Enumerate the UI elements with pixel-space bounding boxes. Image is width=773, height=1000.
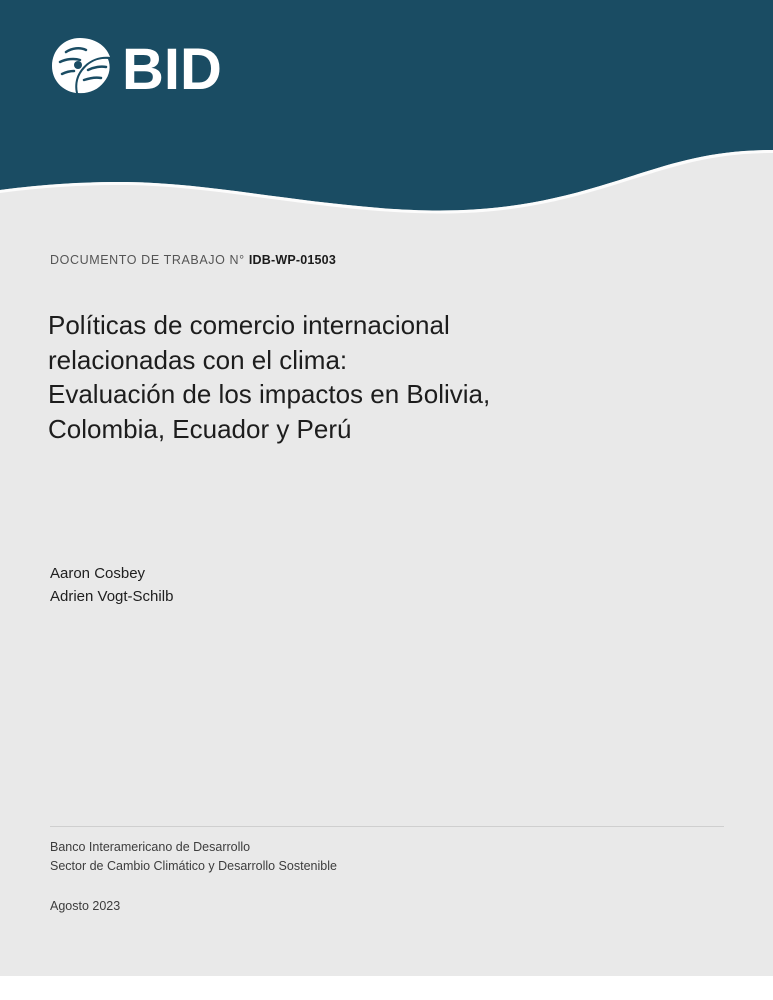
publication-date: Agosto 2023 (50, 899, 121, 913)
department-name: Sector de Cambio Climático y Desarrollo Sostenible (50, 858, 337, 873)
title-line-4: Colombia, Ecuador y Perú (48, 413, 352, 444)
publisher-block (50, 838, 337, 875)
page-bottom-margin (0, 976, 773, 1000)
footer-divider (50, 826, 724, 827)
bid-leaf-globe-icon (52, 38, 110, 93)
working-paper-label: DOCUMENTO DE TRABAJO N° (50, 253, 245, 267)
bid-logo-text: BID (122, 37, 222, 98)
working-paper-number (50, 253, 336, 267)
title-line-1: Políticas de comercio internacional (48, 310, 450, 340)
author-name: Adrien Vogt-Schilb (50, 588, 174, 605)
author-name: Aaron Cosbey (50, 565, 146, 582)
institution-name: Banco Interamericano de Desarrollo (50, 840, 251, 854)
header-band (0, 0, 773, 230)
title-line-2: relacionadas con el clima: (48, 344, 348, 375)
working-paper-id: IDB-WP-01503 (248, 253, 336, 267)
page-title (48, 308, 708, 446)
title-line-3: Evaluación de los impactos en Bolivia, (48, 379, 491, 409)
author-list (50, 562, 173, 608)
bid-logo (44, 32, 244, 98)
